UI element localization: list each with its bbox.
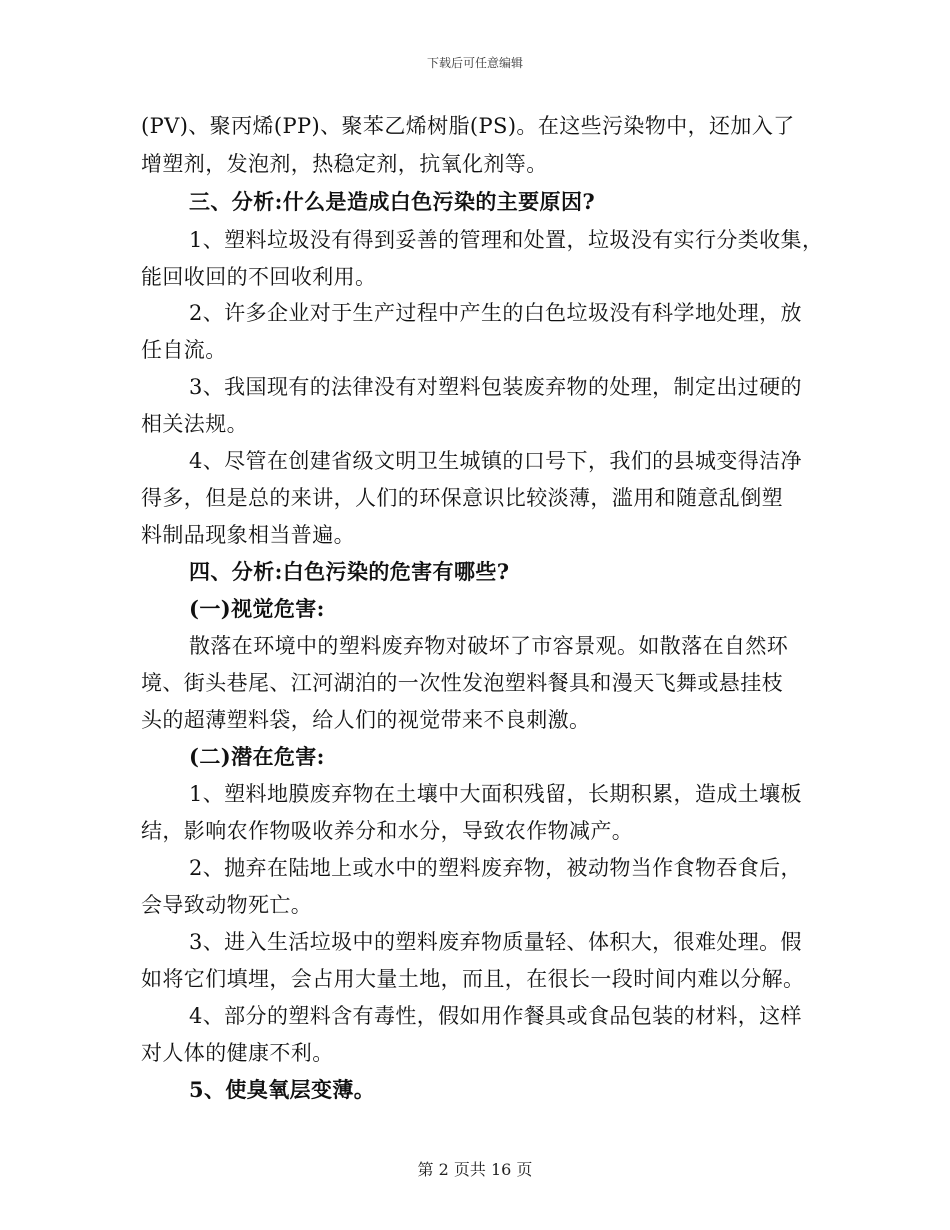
body-line: 会导致动物死亡。: [141, 893, 313, 917]
body-line: 头的超薄塑料袋，给人们的视觉带来不良刺激。: [141, 708, 591, 732]
body-line: 相关法规。: [141, 412, 248, 436]
page-header: 下载后可任意编辑: [426, 56, 523, 70]
body-line: 3、我国现有的法律没有对塑料包装废弃物的处理，制定出过硬的: [189, 375, 802, 399]
body-line: 1、塑料地膜废弃物在土壤中大面积残留，长期积累，造成土壤板: [189, 782, 802, 806]
body-line: 2、许多企业对于生产过程中产生的白色垃圾没有科学地处理，放: [189, 301, 802, 325]
body-line: 如将它们填埋，会占用大量土地，而且，在很长一段时间内难以分解。: [141, 967, 805, 991]
section-heading: 三、分析:什么是造成白色污染的主要原因?: [189, 189, 596, 214]
body-line: 境、街头巷尾、江河湖泊的一次性发泡塑料餐具和漫天飞舞或悬挂枝: [141, 671, 783, 695]
subsection-heading: (一)视觉危害:: [189, 596, 325, 621]
body-line: 散落在环境中的塑料废弃物对破坏了市容景观。如散落在自然环: [189, 634, 789, 658]
body-line: 1、塑料垃圾没有得到妥善的管理和处置，垃圾没有实行分类收集，: [189, 228, 824, 252]
body-line: 4、尽管在创建省级文明卫生城镇的口号下，我们的县城变得洁净: [189, 449, 802, 473]
body-line: 料制品现象相当普遍。: [141, 523, 355, 547]
body-line: 3、进入生活垃圾中的塑料废弃物质量轻、体积大，很难处理。假: [189, 930, 802, 954]
body-line: 结，影响农作物吸收养分和水分，导致农作物减产。: [141, 819, 634, 843]
subsection-heading: (二)潜在危害:: [189, 744, 325, 769]
body-line: 2、抛弃在陆地上或水中的塑料废弃物，被动物当作食物吞食后，: [189, 856, 802, 880]
section-heading: 四、分析:白色污染的危害有哪些?: [189, 559, 510, 584]
body-line: 4、部分的塑料含有毒性，假如用作餐具或食品包装的材料，这样: [189, 1004, 802, 1028]
body-line: 任自流。: [141, 338, 227, 362]
body-line: 对人体的健康不利。: [141, 1041, 334, 1065]
body-line: 能回收回的不回收利用。: [141, 265, 377, 289]
section-heading: 5、使臭氧层变薄。: [189, 1077, 376, 1102]
body-line: 增塑剂，发泡剂，热稳定剂，抗氧化剂等。: [141, 152, 548, 176]
page-footer: 第 2 页共 16 页: [417, 1160, 533, 1179]
body-line: 得多，但是总的来讲，人们的环保意识比较淡薄，滥用和随意乱倒塑: [141, 486, 783, 510]
body-line: (PV)、聚丙烯(PP)、聚苯乙烯树脂(PS)。在这些污染物中，还加入了: [141, 114, 795, 138]
